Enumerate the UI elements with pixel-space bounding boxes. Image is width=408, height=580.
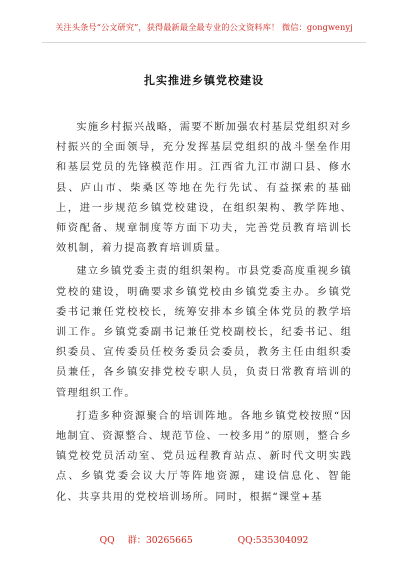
document-title: 扎实推进乡镇党校建设 xyxy=(144,74,264,87)
paragraph-organization: 建立乡镇党委主责的组织架构。市县党委高度重视乡镇党校的建设，明确要求乡镇党校由乡镇党委主办。乡镇党委书记兼任党校校长，统筹安排本乡镇全体党员的教学培训工作。乡镇党委副书记兼任党校副校长，纪委书记、组织委员、宣传委员任校务委员会委员，教务主任由组织委员兼任，各乡镇安排党校专职人员，负责日常教育培训的管理组织工作。 xyxy=(56,266,352,399)
document-body xyxy=(56,118,352,511)
footer-contact xyxy=(0,532,408,546)
header-promo-note: 关注头条号“公文研究”，获得最新最全最专业的公文资料库！ 微信：gongwenyj xyxy=(55,22,353,32)
paragraph-intro: 实施乡村振兴战略，需要不断加强农村基层党组织对乡村振兴的全面领导，充分发挥基层党组织的战斗堡垒作用和基层党员的先锋模范作用。江西省九江市湖口县、修水县、庐山市、柴桑区等地在先行先试、有益探索的基础上，进一步规范乡镇党校建设，在组织架构、教学阵地、师资配备、规章制度等方面下功夫，完善党员教育培训长效机制，着力提高教育培训质量。 xyxy=(56,122,352,255)
paragraph-training-venue: 打造多种资源聚合的培训阵地。各地乡镇党校按照“因地制宜、资源整合、规范节俭、一校多用”的原则，整合乡镇党校党员活动室、党员远程教育站点、新时代文明实践点、乡镇党委会议大厅等阵地资源，建设信息化、智能化、共享共用的党校培训场所。同时，根据“课堂+基 xyxy=(56,410,352,503)
footer-qq-group: QQ 群：30265665 xyxy=(99,535,193,546)
header-divider xyxy=(42,42,366,43)
footer-qq: QQ:535304092 xyxy=(237,535,309,546)
